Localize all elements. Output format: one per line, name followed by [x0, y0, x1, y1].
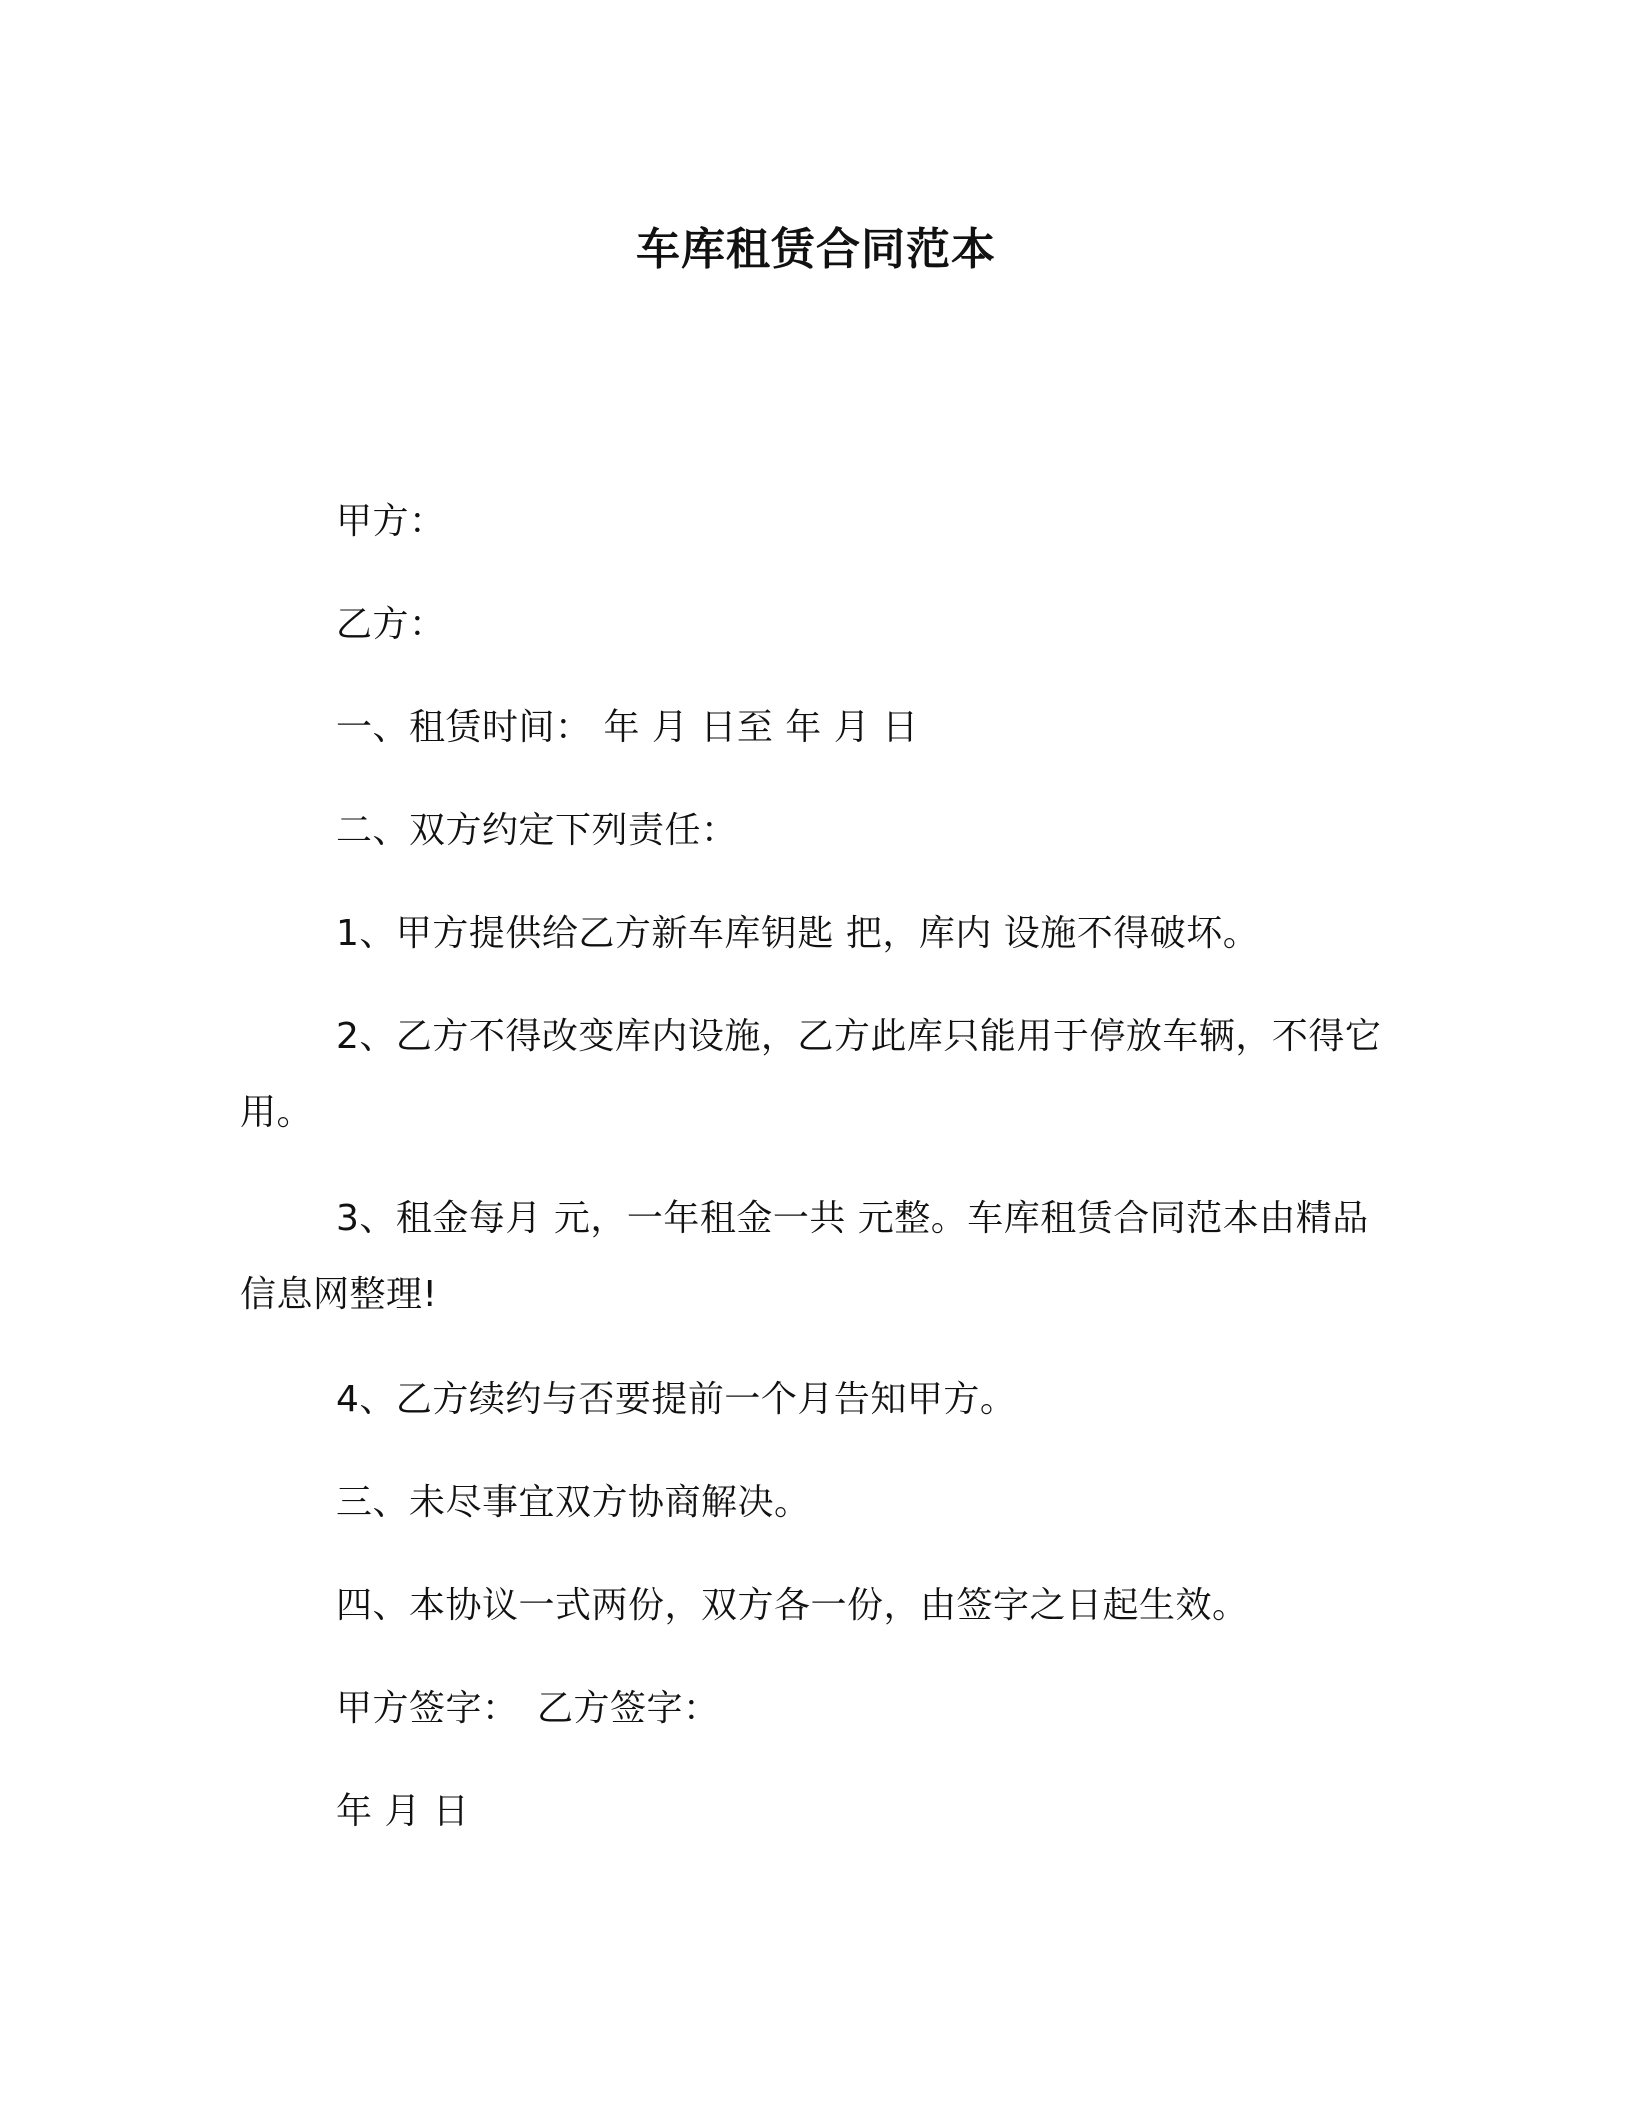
responsibilities-heading: 二、双方约定下列责任：	[336, 810, 738, 851]
clause-item-4: 4、乙方续约与否要提前一个月告知甲方。	[336, 1379, 1017, 1420]
negotiation-clause: 三、未尽事宜双方协商解决。	[336, 1482, 811, 1523]
party-a-line: 甲方：	[336, 501, 446, 542]
clause-item-2: 2、乙方不得改变库内设施，乙方此库只能用于停放车辆，不得它用。	[240, 1016, 1382, 1133]
clause-item-1: 1、甲方提供给乙方新车库钥匙 把，库内 设施不得破坏。	[336, 913, 1260, 954]
lease-period-clause: 一、租赁时间： 年 月 日至 年 月 日	[336, 707, 919, 748]
signature-line: 甲方签字： 乙方签字：	[336, 1688, 720, 1729]
document-title: 车库租赁合同范本	[636, 224, 996, 275]
party-b-line: 乙方：	[336, 604, 446, 645]
clause-item-3: 3、租金每月 元，一年租金一共 元整。车库租赁合同范本由精品信息网整理!	[240, 1198, 1369, 1315]
date-line: 年 月 日	[336, 1791, 470, 1832]
effectiveness-clause: 四、本协议一式两份，双方各一份，由签字之日起生效。	[336, 1585, 1249, 1626]
